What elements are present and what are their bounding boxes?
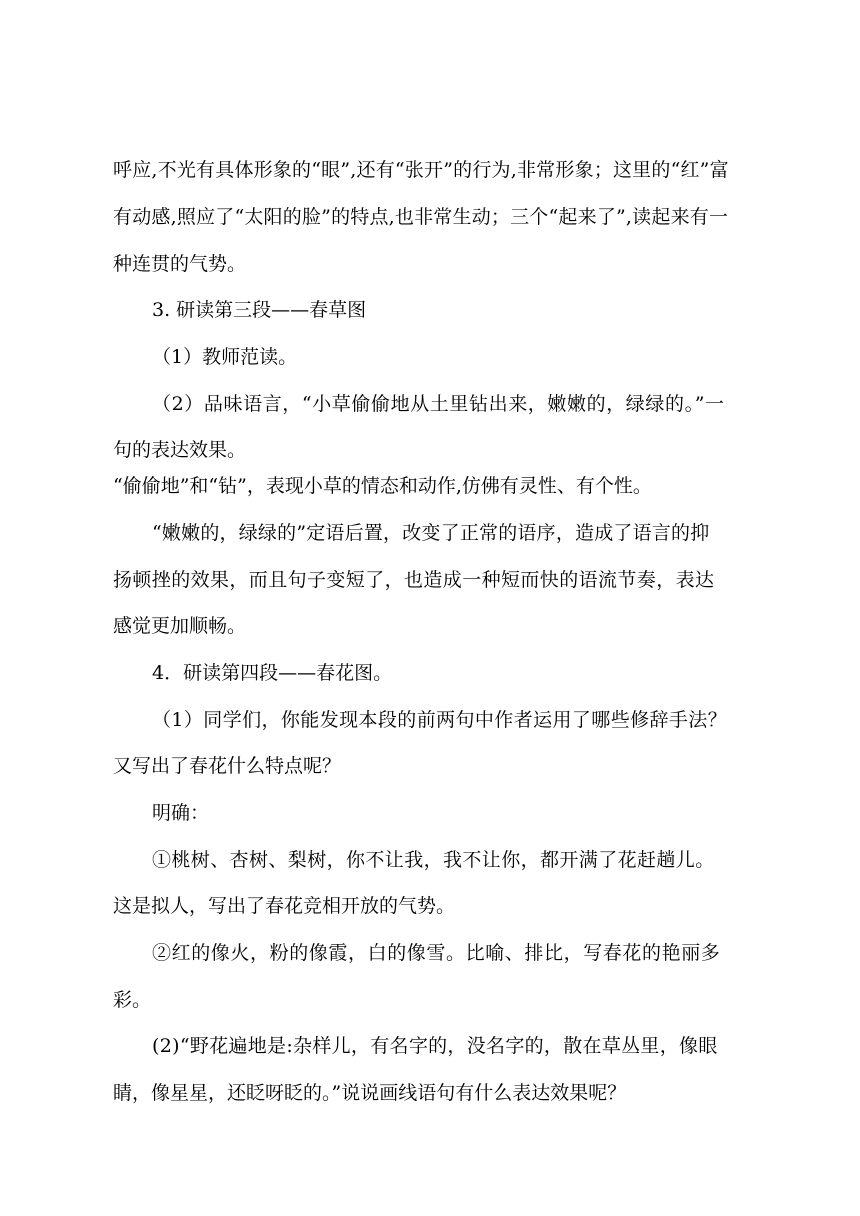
text-line-20: (2)“野花遍地是:杂样儿，有名字的，没名字的，散在草丛里，像眼 (152, 1035, 718, 1057)
text-line-19: 彩。 (113, 989, 152, 1011)
text-line-6: （2）品味语言，“小草偷偷地从土里钻出来，嫩嫩的，绿绿的。”一 (152, 393, 725, 415)
text-line-5: （1）教师范读。 (152, 346, 298, 368)
text-line-1: 呼应,不光有具体形象的“眼”,还有“张开”的行为,非常形象；这里的“红”富 (113, 159, 729, 181)
text-line-15: 明确： (152, 802, 210, 824)
text-line-8: “偷偷地”和“钻”，表现小草的情态和动作,仿佛有灵性、有个性。 (113, 475, 652, 497)
text-line-17: 这是拟人，写出了春花竞相开放的气势。 (113, 895, 456, 917)
text-line-16: ①桃树、杏树、梨树，你不让我，我不让你，都开满了花赶趟儿。 (152, 849, 715, 871)
text-line-12: 4．研读第四段——春花图。 (152, 662, 393, 684)
text-line-10: 扬顿挫的效果，而且句子变短了，也造成一种短而快的语流节奏，表达 (113, 569, 715, 591)
text-line-21: 睛，像星星，还眨呀眨的。”说说画线语句有什么表达效果呢？ (113, 1082, 627, 1104)
text-line-13: （1）同学们，你能发现本段的前两句中作者运用了哪些修辞手法？ (152, 709, 728, 731)
text-line-3: 种连贯的气势。 (113, 253, 247, 275)
text-line-7: 句的表达效果。 (113, 439, 247, 461)
text-line-11: 感觉更加顺畅。 (113, 615, 247, 637)
text-line-4: 3. 研读第三段——春草图 (152, 299, 367, 321)
text-line-18: ②红的像火，粉的像霞，白的像雪。比喻、排比，写春花的艳丽多 (152, 942, 721, 964)
text-line-14: 又写出了春花什么特点呢？ (113, 755, 342, 777)
text-line-9: “嫩嫩的，绿绿的”定语后置，改变了正常的语序，造成了语言的抑 (152, 522, 710, 544)
text-line-2: 有动感,照应了“太阳的脸”的特点,也非常生动；三个“起来了”,读起来有一 (113, 206, 729, 228)
